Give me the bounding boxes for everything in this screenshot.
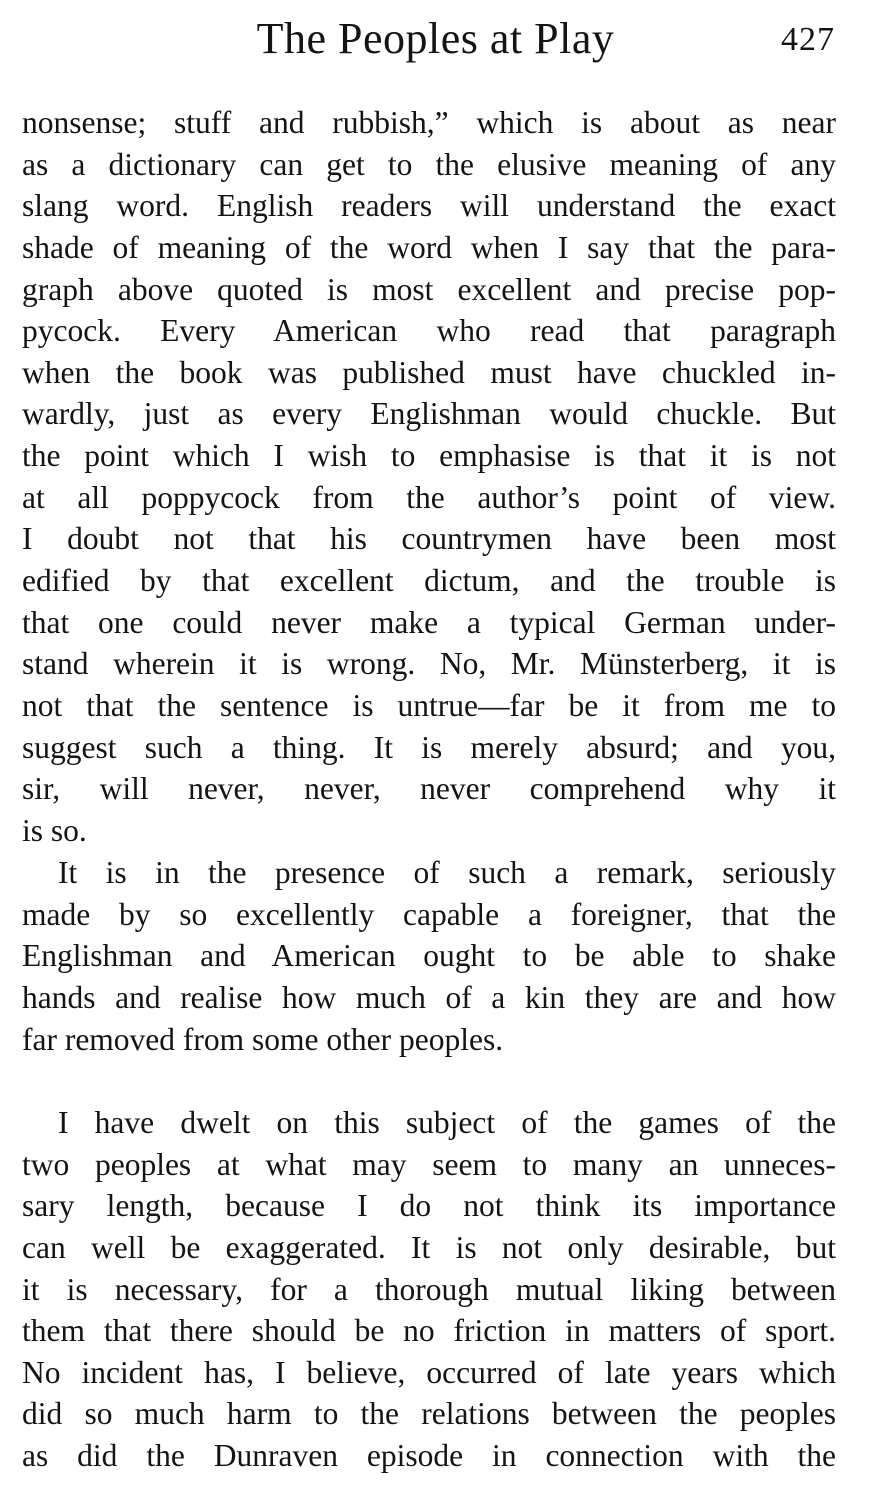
text-line: graph above quoted is most excellent and precise pop-	[22, 271, 836, 307]
text-line: at all poppycock from the author’s point of view.	[22, 479, 836, 515]
text-line: is so.	[22, 812, 87, 848]
text-line: not that the sentence is untrue—far be it from me to	[22, 687, 836, 723]
text-line: wardly, just as every Englishman would chuckle. But	[22, 396, 836, 432]
text-line: far removed from some other peoples.	[22, 1021, 504, 1057]
text-line: sir, will never, never, never comprehend why it	[22, 771, 836, 807]
text-line: No incident has, I believe, occurred of late years which	[22, 1354, 836, 1390]
paragraph-3	[22, 1102, 836, 1477]
text-line: pycock. Every American who read that paragraph	[22, 313, 836, 349]
text-line: as a dictionary can get to the elusive meaning of any	[22, 146, 836, 182]
text-line: made by so excellently capable a foreigner, that the	[22, 896, 836, 932]
text-line: it is necessary, for a thorough mutual liking between	[22, 1271, 836, 1307]
text-line: the point which I wish to emphasise is that it is not	[22, 438, 836, 474]
text-line: them that there should be no friction in matters of sport.	[22, 1313, 836, 1349]
text-line: that one could never make a typical German under-	[22, 604, 836, 640]
text-line: as did the Dunraven episode in connection with the	[22, 1438, 836, 1474]
text-line: I have dwelt on this subject of the games of the	[58, 1105, 836, 1140]
text-line: can well be exaggerated. It is not only desirable, but	[22, 1229, 836, 1265]
page-number: 427	[781, 21, 835, 58]
text-line: It is in the presence of such a remark, seriously	[58, 855, 836, 890]
running-title: The Peoples at Play	[256, 14, 615, 63]
paragraph-1	[22, 102, 836, 852]
text-line: hands and realise how much of a kin they are and how	[22, 979, 836, 1015]
paragraph-2	[22, 852, 836, 1060]
text-line: did so much harm to the relations between the peoples	[22, 1396, 836, 1432]
text-line: Englishman and American ought to be able to shake	[22, 938, 836, 974]
text-line: I doubt not that his countrymen have been most	[22, 521, 836, 557]
text-line: two peoples at what may seem to many an unneces-	[22, 1146, 836, 1182]
text-line: edified by that excellent dictum, and the trouble is	[22, 563, 836, 599]
text-line: when the book was published must have chuckled in-	[22, 354, 836, 390]
text-line: suggest such a thing. It is merely absurd; and you,	[22, 729, 836, 765]
text-line: slang word. English readers will understand the exact	[22, 188, 836, 224]
text-line: stand wherein it is wrong. No, Mr. Münsterberg, it is	[22, 646, 836, 682]
text-line: nonsense; stuff and rubbish,” which is about as near	[22, 105, 836, 140]
text-line: shade of meaning of the word when I say that the para-	[22, 229, 836, 265]
running-head	[0, 14, 871, 64]
text-line: sary length, because I do not think its importance	[22, 1188, 836, 1224]
